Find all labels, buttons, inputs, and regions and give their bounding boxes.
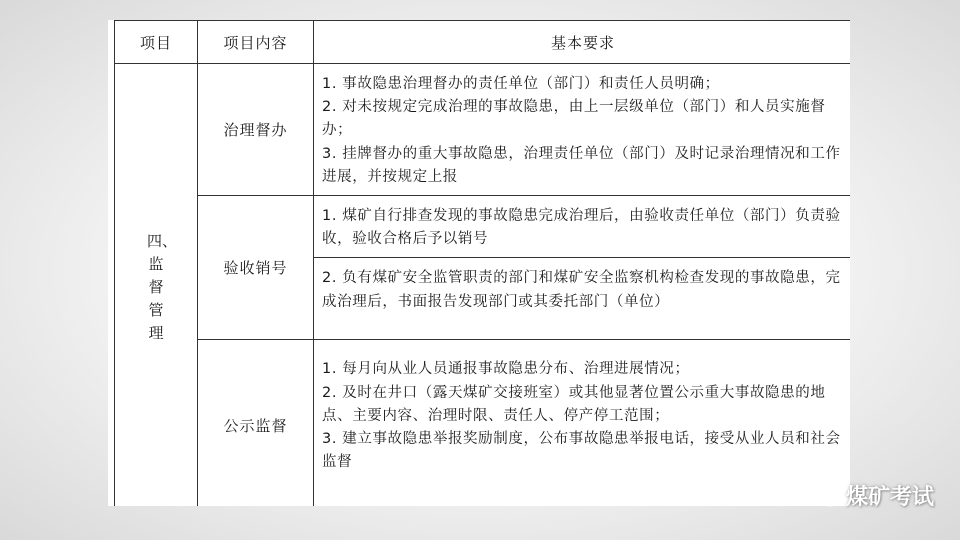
wechat-icon: [812, 484, 840, 508]
watermark: [812, 480, 934, 511]
requirement-text: 1. 事故隐患治理督办的责任单位（部门）和责任人员明确；: [322, 76, 720, 92]
header-basic-requirements: 基本要求: [314, 21, 851, 64]
requirement-text: 2. 负有煤矿安全监管职责的部门和煤矿安全监察机构检查发现的事故隐患，完成治理后，书面报告发现部门或其委托部门（单位）: [322, 270, 841, 310]
item-cell: 治理督办: [198, 64, 314, 196]
requirements-table: [114, 20, 850, 506]
category-cell: [115, 64, 198, 507]
item-cell: 公示监督: [198, 340, 314, 506]
table-row: [115, 340, 851, 506]
table-row: [115, 64, 851, 196]
requirements-cell: [314, 196, 851, 258]
requirement-text: 3. 挂牌督办的重大事故隐患，治理责任单位（部门）及时记录治理情况和工作进展，并按规定上报: [322, 145, 841, 185]
requirement-text: 2. 及时在井口（露天煤矿交接班室）或其他显著位置公示重大事故隐患的地点、主要内容、治理时限、责任人、停产停工范围；: [322, 384, 826, 424]
requirements-cell: [314, 258, 851, 340]
slide: [108, 20, 850, 506]
requirement-text: 3. 建立事故隐患举报奖励制度，公布事故隐患举报电话，接受从业人员和社会监督: [322, 431, 841, 471]
table-row: [115, 196, 851, 258]
requirement-text: 1. 每月向从业人员通报事故隐患分布、治理进展情况；: [322, 361, 690, 378]
requirement-text: 2. 对未按规定完成治理的事故隐患，由上一层级单位（部门）和人员实施督办；: [322, 99, 826, 139]
item-cell: 验收销号: [198, 196, 314, 340]
table-header-row: [115, 21, 851, 64]
requirements-cell: [314, 340, 851, 506]
category-label: 四、监督管理: [147, 232, 178, 343]
requirements-cell: [314, 64, 851, 196]
watermark-text: 煤矿考试: [846, 485, 935, 510]
header-item-content: 项目内容: [198, 21, 314, 64]
header-item: 项目: [115, 21, 198, 64]
requirement-text: 1. 煤矿自行排查发现的事故隐患完成治理后，由验收责任单位（部门）负责验收，验收合格后予以销号: [322, 208, 841, 248]
